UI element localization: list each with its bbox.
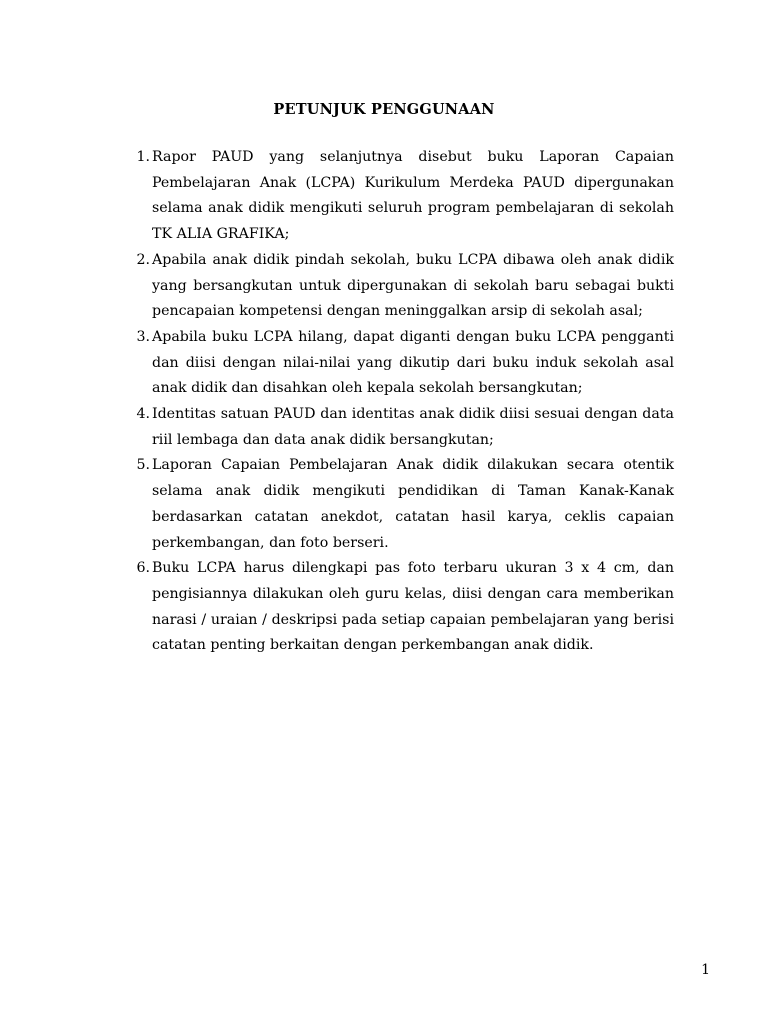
list-item-number: 4. xyxy=(136,406,150,423)
list-item-text: Apabila buku LCPA hilang, dapat diganti dengan buku LCPA pengganti dan diisi dengan nilai-nilai yang dikutip dari buku induk sekolah asal anak didik dan disahkan oleh kepala sekolah bersangkutan; xyxy=(152,328,674,397)
list-item-text: Apabila anak didik pindah sekolah, buku LCPA dibawa oleh anak didik yang bersangkutan untuk dipergunakan di sekolah baru sebagai bukti pencapaian kompetensi dengan meninggalkan arsip di sekolah asal; xyxy=(152,251,674,320)
list-item xyxy=(136,325,674,402)
list-item xyxy=(136,453,674,556)
list-item xyxy=(136,248,674,325)
instruction-list xyxy=(136,145,674,659)
list-item-text: Buku LCPA harus dilengkapi pas foto terbaru ukuran 3 x 4 cm, dan pengisiannya dilakukan oleh guru kelas, diisi dengan cara memberikan narasi / uraian / deskripsi pada setiap capaian pembelajaran yang berisi catatan penting berkaitan dengan perkembangan anak didik. xyxy=(152,560,674,654)
list-item-text: Rapor PAUD yang selanjutnya disebut buku Laporan Capaian Pembelajaran Anak (LCPA) Kurikulum Merdeka PAUD dipergunakan selama anak didik mengikuti seluruh program pembelajaran di sekolah TK ALIA GRAFIKA; xyxy=(152,149,674,243)
list-item-text: Identitas satuan PAUD dan identitas anak didik diisi sesuai dengan data riil lembaga dan data anak didik bersangkutan; xyxy=(152,406,674,448)
list-item-text: Laporan Capaian Pembelajaran Anak didik dilakukan secara otentik selama anak didik mengikuti pendidikan di Taman Kanak-Kanak berdasarkan catatan anekdot, catatan hasil karya, ceklis capaian perkembangan, dan foto berseri. xyxy=(152,457,674,551)
list-item xyxy=(136,145,674,248)
page-title: PETUNJUK PENGGUNAAN xyxy=(273,101,495,118)
list-item-number: 5. xyxy=(136,457,150,474)
list-item-number: 3. xyxy=(136,328,150,345)
page-number: 1 xyxy=(701,962,710,978)
list-item xyxy=(136,402,674,453)
list-item xyxy=(136,556,674,659)
list-item-number: 2. xyxy=(136,251,150,268)
list-item-number: 1. xyxy=(136,149,150,165)
list-item-number: 6. xyxy=(136,560,150,577)
